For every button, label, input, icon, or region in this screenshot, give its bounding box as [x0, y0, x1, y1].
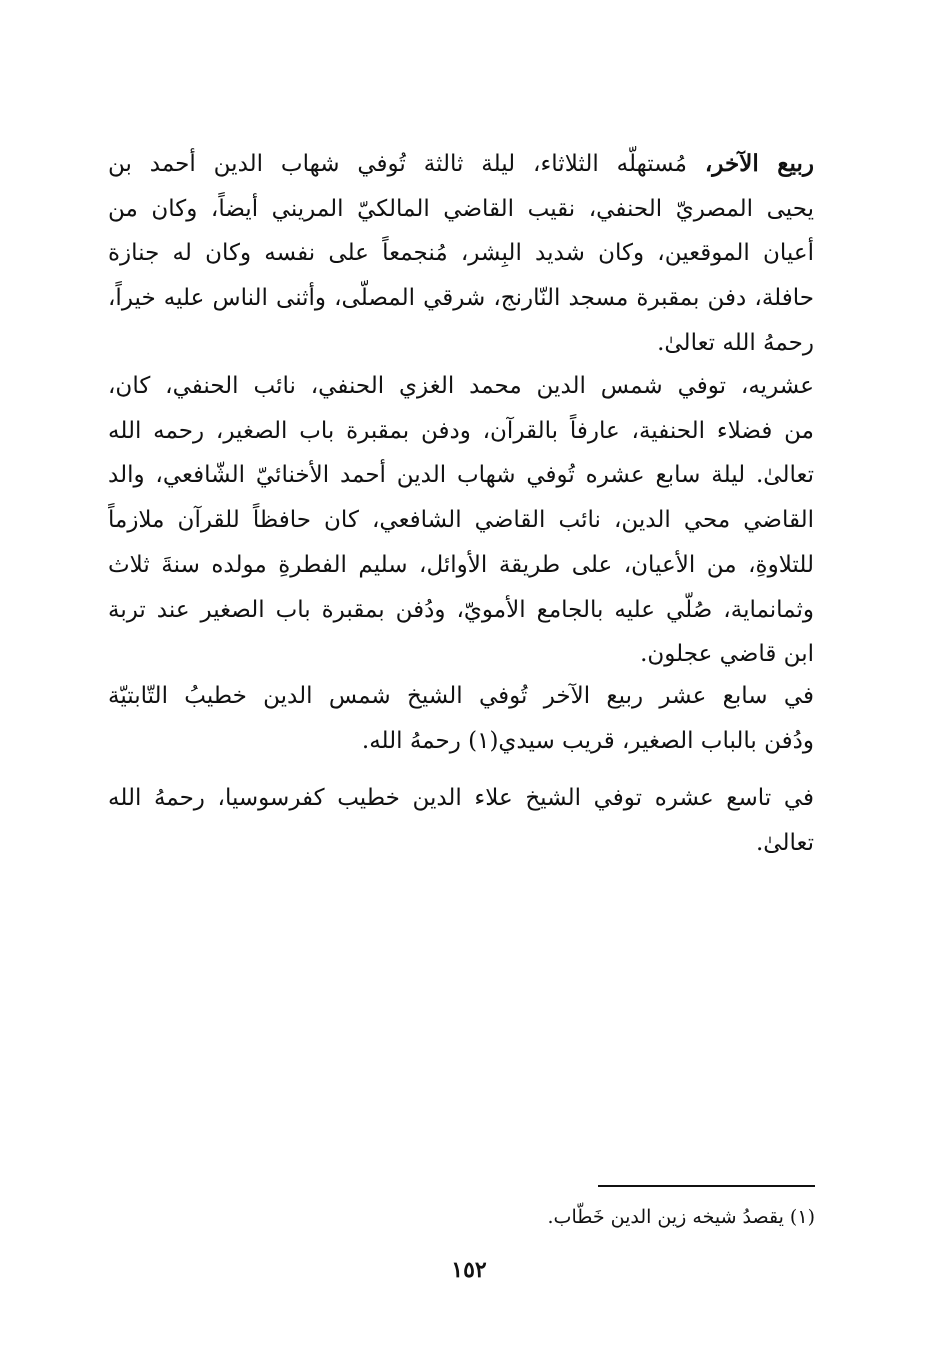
text-line: ابن قاضي عجلون. [640, 641, 814, 668]
page-number: ١٥٢ [451, 1257, 487, 1283]
paragraph-2 [108, 364, 814, 677]
paragraph-1 [108, 142, 814, 366]
footnote-divider [598, 1185, 815, 1187]
line-text: مُستهلّه الثلاثاء، ليلة ثالثة تُوفي شهاب الدين أحمد بن [108, 151, 705, 177]
text-line: يحيى المصريّ الحنفي، نقيب القاضي المالكيّ المريني أيضاً، وكان من [108, 195, 814, 222]
text-line: من فضلاء الحنفية، عارفاً بالقرآن، ودفن بمقبرة باب الصغير، رحمه الله [108, 417, 814, 444]
paragraph-4 [108, 776, 814, 865]
text-line: تعالىٰ. [756, 829, 814, 856]
text-line [108, 142, 814, 187]
text-line: في تاسع عشره توفي الشيخ علاء الدين خطيب كفرسوسيا، رحمهُ الله [108, 785, 814, 811]
text-line: تعالىٰ. ليلة سابع عشره تُوفي شهاب الدين أحمد الأخنائيّ الشّافعي، والد [108, 462, 814, 489]
paragraph-3 [108, 674, 814, 763]
text-line: القاضي محي الدين، نائب القاضي الشافعي، كان حافظاً للقرآن ملازماً [108, 507, 814, 534]
footnote: (١) يقصدُ شيخه زين الدين خَطّاب. [547, 1206, 815, 1228]
text-line: حافلة، دفن بمقبرة مسجد النّارنج، شرقي المصلّى، وأثنى الناس عليه خيراً، [108, 285, 814, 312]
bold-heading-run: ربيع الآخر، [704, 150, 814, 177]
text-line: ودُفن بالباب الصغير، قريب سيدي(١) رحمهُ الله. [361, 727, 814, 754]
text-line: في سابع عشر ربيع الآخر تُوفي الشيخ شمس الدين خطيبُ التّابتيّة [108, 683, 814, 709]
text-line: عشريه، توفي شمس الدين محمد الغزي الحنفي، نائب الحنفي، كان، [108, 373, 814, 399]
text-line: أعيان الموقعين، وكان شديد البِشر، مُنجمعاً على نفسه وكان له جنازة [108, 240, 814, 267]
text-line: وثمانماية، صُلّي عليه بالجامع الأمويّ، ودُفن بمقبرة باب الصغير عند تربة [108, 596, 814, 623]
text-line: للتلاوةِ، من الأعيان، على طريقة الأوائل، سليم الفطرةِ مولده سنةَ ثلاث [108, 551, 814, 578]
text-line: رحمهُ الله تعالىٰ. [657, 329, 814, 356]
